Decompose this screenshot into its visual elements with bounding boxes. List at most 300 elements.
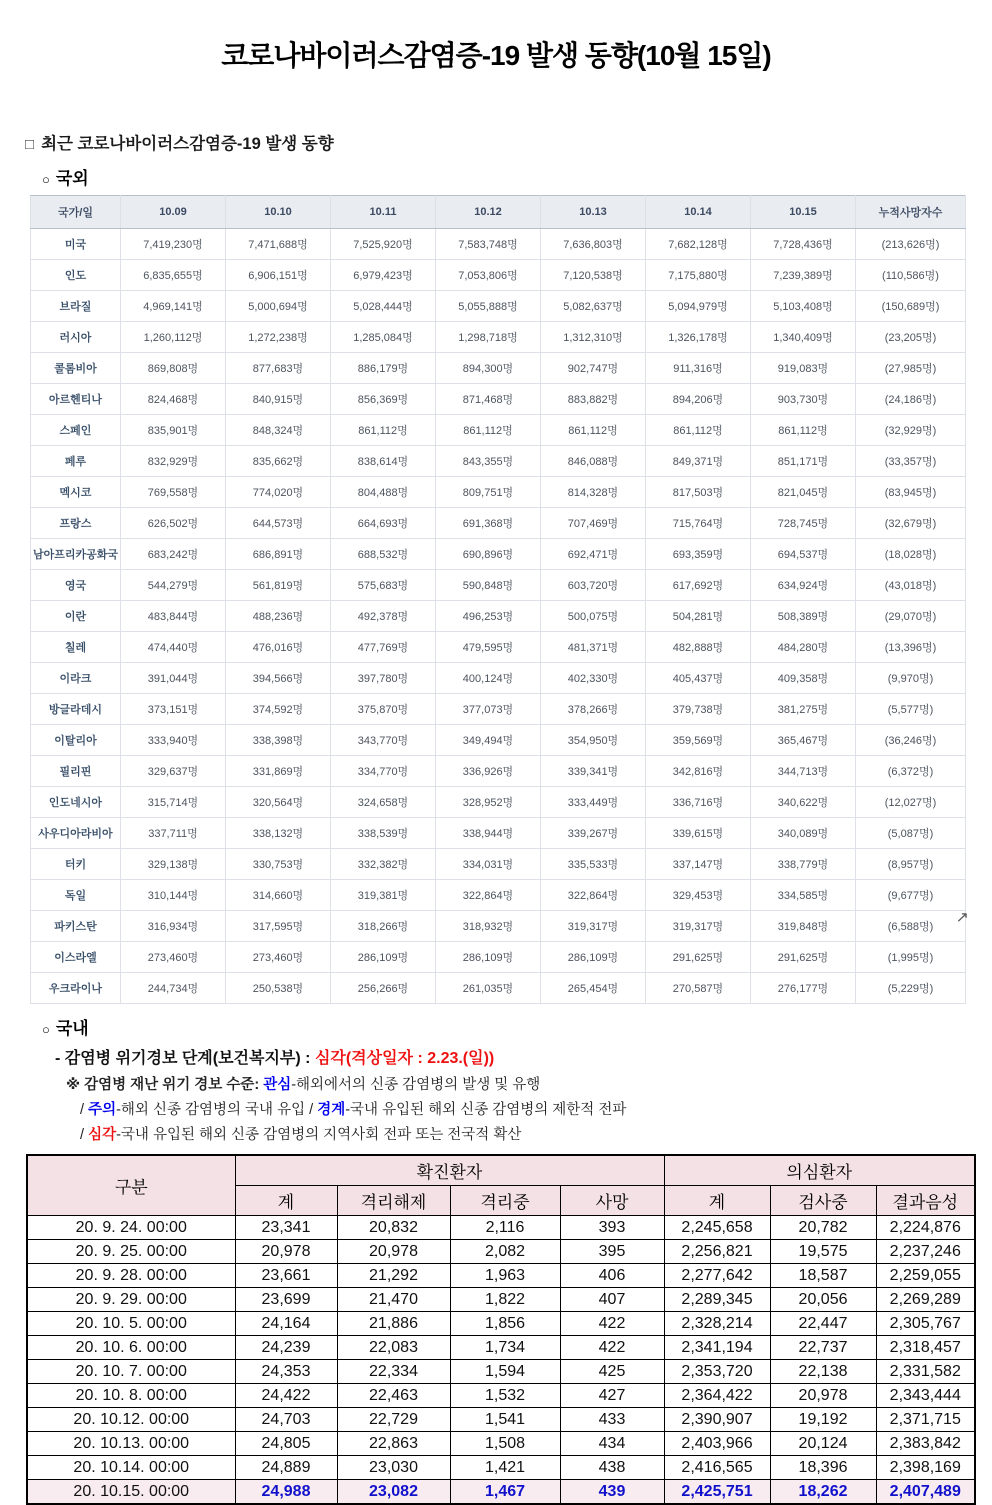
case-count-cell: 331,869명 [226,756,331,787]
case-count-cell: 804,488명 [331,477,436,508]
overseas-column-header: 10.14 [646,196,751,229]
stat-cell: 20,782 [770,1216,876,1240]
case-count-cell: 590,848명 [436,570,541,601]
col-header-negative: 결과음성 [876,1186,975,1216]
case-count-cell: 1,298,718명 [436,322,541,353]
country-cell: 필리핀 [31,756,121,787]
stat-cell: 23,661 [235,1264,337,1288]
alert-level-line [55,1045,992,1068]
overseas-column-header: 국가/일 [31,196,121,229]
domestic-table-row [27,1240,975,1264]
stat-cell: 2,289,345 [664,1288,770,1312]
case-count-cell: 894,300명 [436,353,541,384]
country-cell: 러시아 [31,322,121,353]
domestic-table-row [27,1360,975,1384]
overseas-table-row [31,725,966,756]
country-cell: 남아프리카공화국 [31,539,121,570]
case-count-cell: 324,658명 [331,787,436,818]
stat-cell: 22,729 [337,1408,450,1432]
case-count-cell: 840,915명 [226,384,331,415]
overseas-table-row [31,880,966,911]
overseas-table-row [31,384,966,415]
overseas-table-row [31,911,966,942]
stat-cell: 24,805 [235,1432,337,1456]
case-count-cell: 6,906,151명 [226,260,331,291]
col-header-released: 격리해제 [337,1186,450,1216]
case-count-cell: 476,016명 [226,632,331,663]
case-count-cell: 337,147명 [646,849,751,880]
alert-term-juui-desc: -해외 신종 감염병의 국내 유입 / [116,1102,318,1118]
case-count-cell: 849,371명 [646,446,751,477]
stat-cell: 20,832 [337,1216,450,1240]
country-cell: 파키스탄 [31,911,121,942]
stat-cell: 1,822 [450,1288,560,1312]
overseas-heading-label: 국외 [55,169,89,188]
stat-cell: 23,030 [337,1456,450,1480]
case-count-cell: 265,454명 [541,973,646,1004]
case-count-cell: 617,692명 [646,570,751,601]
case-count-cell: (110,586명) [856,260,966,291]
stat-cell: 1,532 [450,1384,560,1408]
date-cell: 20. 10. 7. 00:00 [27,1360,235,1384]
date-cell: 20. 10.14. 00:00 [27,1456,235,1480]
case-count-cell: 484,280명 [751,632,856,663]
case-count-cell: 409,358명 [751,663,856,694]
slash-separator: / [80,1127,89,1143]
case-count-cell: 381,275명 [751,694,856,725]
alert-term-gwansim-desc: -해외에서의 신종 감염병의 발생 및 유행 [291,1077,541,1093]
col-header-total: 계 [235,1186,337,1216]
stat-cell: 422 [560,1312,664,1336]
stat-cell: 433 [560,1408,664,1432]
case-count-cell: 474,440명 [121,632,226,663]
stat-cell: 22,463 [337,1384,450,1408]
case-count-cell: 544,279명 [121,570,226,601]
case-count-cell: 1,326,178명 [646,322,751,353]
stat-cell: 24,422 [235,1384,337,1408]
case-count-cell: 919,083명 [751,353,856,384]
case-count-cell: 391,044명 [121,663,226,694]
case-count-cell: 365,467명 [751,725,856,756]
case-count-cell: 496,253명 [436,601,541,632]
case-count-cell: 334,585명 [751,880,856,911]
case-count-cell: 482,888명 [646,632,751,663]
overseas-table-row [31,973,966,1004]
case-count-cell: 851,171명 [751,446,856,477]
case-count-cell: 338,779명 [751,849,856,880]
case-count-cell: 769,558명 [121,477,226,508]
slash-separator: / [80,1102,89,1118]
case-count-cell: 832,929명 [121,446,226,477]
stat-cell: 1,734 [450,1336,560,1360]
date-cell: 20. 9. 28. 00:00 [27,1264,235,1288]
date-cell: 20. 9. 24. 00:00 [27,1216,235,1240]
case-count-cell: 728,745명 [751,508,856,539]
country-cell: 인도 [31,260,121,291]
case-count-cell: 333,449명 [541,787,646,818]
case-count-cell: 334,031명 [436,849,541,880]
stat-cell: 427 [560,1384,664,1408]
case-count-cell: 488,236명 [226,601,331,632]
case-count-cell: 335,533명 [541,849,646,880]
country-cell: 이탈리아 [31,725,121,756]
overseas-table-row [31,415,966,446]
case-count-cell: 276,177명 [751,973,856,1004]
case-count-cell: 379,738명 [646,694,751,725]
case-count-cell: 824,468명 [121,384,226,415]
case-count-cell: 329,637명 [121,756,226,787]
case-count-cell: (32,679명) [856,508,966,539]
case-count-cell: 479,595명 [436,632,541,663]
case-count-cell: 809,751명 [436,477,541,508]
overseas-table-row [31,291,966,322]
confirmed-group-header: 확진환자 [235,1155,664,1186]
country-cell: 이란 [31,601,121,632]
stat-cell: 2,245,658 [664,1216,770,1240]
case-count-cell: 664,693명 [331,508,436,539]
case-count-cell: (5,087명) [856,818,966,849]
stat-cell: 2,398,169 [876,1456,975,1480]
case-count-cell: 261,035명 [436,973,541,1004]
gubun-header: 구분 [27,1155,235,1216]
case-count-cell: 848,324명 [226,415,331,446]
case-count-cell: 329,138명 [121,849,226,880]
stat-cell: 1,508 [450,1432,560,1456]
domestic-table-row [27,1456,975,1480]
case-count-cell: 339,341명 [541,756,646,787]
case-count-cell: (150,689명) [856,291,966,322]
case-count-cell: 319,381명 [331,880,436,911]
stat-cell: 24,239 [235,1336,337,1360]
stat-cell: 22,863 [337,1432,450,1456]
stat-cell: 24,889 [235,1456,337,1480]
case-count-cell: 861,112명 [436,415,541,446]
case-count-cell: 835,662명 [226,446,331,477]
case-count-cell: 310,144명 [121,880,226,911]
case-count-cell: 7,239,389명 [751,260,856,291]
case-count-cell: 5,055,888명 [436,291,541,322]
case-count-cell: (27,985명) [856,353,966,384]
case-count-cell: 817,503명 [646,477,751,508]
case-count-cell: 883,882명 [541,384,646,415]
case-count-cell: 320,564명 [226,787,331,818]
case-count-cell: 273,460명 [121,942,226,973]
case-count-cell: 250,538명 [226,973,331,1004]
stat-cell: 22,447 [770,1312,876,1336]
stat-cell: 2,331,582 [876,1360,975,1384]
overseas-table-row [31,694,966,725]
document-page [0,34,992,1505]
case-count-cell: 4,969,141명 [121,291,226,322]
stat-cell: 422 [560,1336,664,1360]
case-count-cell: 846,088명 [541,446,646,477]
overseas-table-row [31,508,966,539]
case-count-cell: 336,716명 [646,787,751,818]
overseas-table-row [31,477,966,508]
case-count-cell: 5,028,444명 [331,291,436,322]
stat-cell: 2,082 [450,1240,560,1264]
case-count-cell: 286,109명 [436,942,541,973]
country-cell: 콜롬비아 [31,353,121,384]
case-count-cell: 861,112명 [541,415,646,446]
case-count-cell: 343,770명 [331,725,436,756]
case-count-cell: 286,109명 [541,942,646,973]
case-count-cell: 1,285,084명 [331,322,436,353]
case-count-cell: 329,453명 [646,880,751,911]
stat-cell: 2,343,444 [876,1384,975,1408]
stat-cell: 21,292 [337,1264,450,1288]
case-count-cell: 5,000,694명 [226,291,331,322]
case-count-cell: 483,844명 [121,601,226,632]
stat-cell: 2,364,422 [664,1384,770,1408]
suspected-group-header: 의심환자 [664,1155,975,1186]
case-count-cell: 603,720명 [541,570,646,601]
case-count-cell: 7,053,806명 [436,260,541,291]
stat-cell: 22,138 [770,1360,876,1384]
case-count-cell: 256,266명 [331,973,436,1004]
case-count-cell: 7,682,128명 [646,229,751,260]
case-count-cell: 686,891명 [226,539,331,570]
country-cell: 멕시코 [31,477,121,508]
case-count-cell: 886,179명 [331,353,436,384]
stat-cell: 2,353,720 [664,1360,770,1384]
col-header-testing: 검사중 [770,1186,876,1216]
stat-cell: 2,224,876 [876,1216,975,1240]
overseas-table-row [31,663,966,694]
case-count-cell: 337,711명 [121,818,226,849]
stat-cell: 23,341 [235,1216,337,1240]
case-count-cell: 397,780명 [331,663,436,694]
domestic-table-row [27,1480,975,1505]
alert-level-value: 심각(격상일자 : 2.23.(일)) [314,1050,495,1067]
stat-cell: 1,594 [450,1360,560,1384]
country-cell: 브라질 [31,291,121,322]
case-count-cell: 5,082,637명 [541,291,646,322]
stat-cell: 23,699 [235,1288,337,1312]
date-cell: 20. 10.13. 00:00 [27,1432,235,1456]
case-count-cell: 340,089명 [751,818,856,849]
country-cell: 우크라이나 [31,973,121,1004]
stat-cell: 21,470 [337,1288,450,1312]
stat-cell: 18,587 [770,1264,876,1288]
stat-cell: 438 [560,1456,664,1480]
case-count-cell: 339,267명 [541,818,646,849]
case-count-cell: 315,714명 [121,787,226,818]
stat-cell: 2,407,489 [876,1480,975,1505]
case-count-cell: 692,471명 [541,539,646,570]
country-cell: 인도네시아 [31,787,121,818]
case-count-cell: (13,396명) [856,632,966,663]
case-count-cell: (5,229명) [856,973,966,1004]
stat-cell: 20,978 [235,1240,337,1264]
case-count-cell: 273,460명 [226,942,331,973]
case-count-cell: 402,330명 [541,663,646,694]
domestic-header-group-row [27,1155,975,1186]
case-count-cell: 338,539명 [331,818,436,849]
case-count-cell: 359,569명 [646,725,751,756]
case-count-cell: 504,281명 [646,601,751,632]
alert-scale-lead: ※ 감염병 재난 위기 경보 수준: [66,1077,264,1093]
checkbox-icon: □ [25,136,35,153]
stat-cell: 19,192 [770,1408,876,1432]
overseas-column-header: 10.13 [541,196,646,229]
domestic-table-row [27,1384,975,1408]
date-cell: 20. 10.12. 00:00 [27,1408,235,1432]
overseas-table-row [31,322,966,353]
circle-bullet-icon: ○ [42,172,50,187]
case-count-cell: 634,924명 [751,570,856,601]
case-count-cell: 375,870명 [331,694,436,725]
case-count-cell: 291,625명 [646,942,751,973]
case-count-cell: 330,753명 [226,849,331,880]
case-count-cell: 286,109명 [331,942,436,973]
case-count-cell: (6,372명) [856,756,966,787]
case-count-cell: 314,660명 [226,880,331,911]
case-count-cell: 378,266명 [541,694,646,725]
stat-cell: 2,277,642 [664,1264,770,1288]
case-count-cell: 338,132명 [226,818,331,849]
case-count-cell: 869,808명 [121,353,226,384]
case-count-cell: 821,045명 [751,477,856,508]
case-count-cell: 5,103,408명 [751,291,856,322]
stat-cell: 2,416,565 [664,1456,770,1480]
case-count-cell: 1,340,409명 [751,322,856,353]
case-count-cell: 688,532명 [331,539,436,570]
case-count-cell: 902,747명 [541,353,646,384]
col-header-deaths: 사망 [560,1186,664,1216]
case-count-cell: 903,730명 [751,384,856,415]
case-count-cell: 244,734명 [121,973,226,1004]
domestic-table-row [27,1312,975,1336]
stat-cell: 2,390,907 [664,1408,770,1432]
date-cell: 20. 10. 6. 00:00 [27,1336,235,1360]
case-count-cell: 333,940명 [121,725,226,756]
case-count-cell: 861,112명 [751,415,856,446]
case-count-cell: 354,950명 [541,725,646,756]
case-count-cell: 477,769명 [331,632,436,663]
stat-cell: 20,978 [337,1240,450,1264]
case-count-cell: 342,816명 [646,756,751,787]
case-count-cell: 339,615명 [646,818,751,849]
case-count-cell: 691,368명 [436,508,541,539]
alert-term-gyeonggye: 경계 [317,1102,346,1118]
case-count-cell: 814,328명 [541,477,646,508]
case-count-cell: (29,070명) [856,601,966,632]
case-count-cell: (24,186명) [856,384,966,415]
case-count-cell: 7,175,880명 [646,260,751,291]
case-count-cell: 374,592명 [226,694,331,725]
stat-cell: 2,305,767 [876,1312,975,1336]
case-count-cell: 338,944명 [436,818,541,849]
stat-cell: 395 [560,1240,664,1264]
stat-cell: 1,541 [450,1408,560,1432]
country-cell: 영국 [31,570,121,601]
domestic-table-row [27,1408,975,1432]
case-count-cell: (6,588명) [856,911,966,942]
case-count-cell: 340,622명 [751,787,856,818]
case-count-cell: 861,112명 [331,415,436,446]
alert-term-gwansim: 관심 [263,1077,292,1093]
case-count-cell: 7,636,803명 [541,229,646,260]
case-count-cell: 481,371명 [541,632,646,663]
case-count-cell: (36,246명) [856,725,966,756]
page-title: 코로나바이러스감염증-19 발생 동향(10월 15일) [221,40,771,71]
case-count-cell: 561,819명 [226,570,331,601]
case-count-cell: 7,728,436명 [751,229,856,260]
case-count-cell: 332,382명 [331,849,436,880]
stat-cell: 2,318,457 [876,1336,975,1360]
overseas-table-row [31,849,966,880]
alert-scale-line-3 [80,1123,992,1144]
case-count-cell: 319,317명 [646,911,751,942]
country-cell: 미국 [31,229,121,260]
stat-cell: 2,256,821 [664,1240,770,1264]
stat-cell: 2,383,842 [876,1432,975,1456]
country-cell: 이스라엘 [31,942,121,973]
stat-cell: 2,116 [450,1216,560,1240]
case-count-cell: 317,595명 [226,911,331,942]
country-cell: 프랑스 [31,508,121,539]
case-count-cell: 774,020명 [226,477,331,508]
case-count-cell: 843,355명 [436,446,541,477]
case-count-cell: 6,835,655명 [121,260,226,291]
domestic-heading [42,1014,992,1039]
case-count-cell: 877,683명 [226,353,331,384]
overseas-table-row [31,787,966,818]
case-count-cell: (43,018명) [856,570,966,601]
date-cell: 20. 10.15. 00:00 [27,1480,235,1505]
country-cell: 독일 [31,880,121,911]
stat-cell: 2,269,289 [876,1288,975,1312]
stat-cell: 1,963 [450,1264,560,1288]
domestic-table-row [27,1432,975,1456]
case-count-cell: 5,094,979명 [646,291,751,322]
stat-cell: 2,341,194 [664,1336,770,1360]
stat-cell: 22,083 [337,1336,450,1360]
case-count-cell: 270,587명 [646,973,751,1004]
case-count-cell: 690,896명 [436,539,541,570]
case-count-cell: (32,929명) [856,415,966,446]
case-count-cell: 318,932명 [436,911,541,942]
case-count-cell: (213,626명) [856,229,966,260]
stat-cell: 23,082 [337,1480,450,1505]
case-count-cell: 349,494명 [436,725,541,756]
alert-level-prefix: - 감염병 위기경보 단계(보건복지부) : [55,1050,315,1067]
case-count-cell: (1,995명) [856,942,966,973]
stat-cell: 24,164 [235,1312,337,1336]
alert-term-juui: 주의 [88,1102,117,1118]
overseas-table-row [31,260,966,291]
stat-cell: 439 [560,1480,664,1505]
overseas-heading [42,164,992,189]
case-count-cell: 1,272,238명 [226,322,331,353]
case-count-cell: 322,864명 [541,880,646,911]
stat-cell: 22,334 [337,1360,450,1384]
case-count-cell: 319,848명 [751,911,856,942]
circle-bullet-icon: ○ [42,1022,50,1037]
alert-term-simgak: 심각 [88,1127,117,1143]
section-recent-label: 최근 코로나바이러스감염증-19 발생 동향 [41,135,334,153]
stat-cell: 393 [560,1216,664,1240]
case-count-cell: 336,926명 [436,756,541,787]
overseas-table-row [31,942,966,973]
case-count-cell: 707,469명 [541,508,646,539]
case-count-cell: 405,437명 [646,663,751,694]
col-header-suspected-total: 계 [664,1186,770,1216]
overseas-table-row [31,756,966,787]
case-count-cell: 334,770명 [331,756,436,787]
stat-cell: 2,371,715 [876,1408,975,1432]
